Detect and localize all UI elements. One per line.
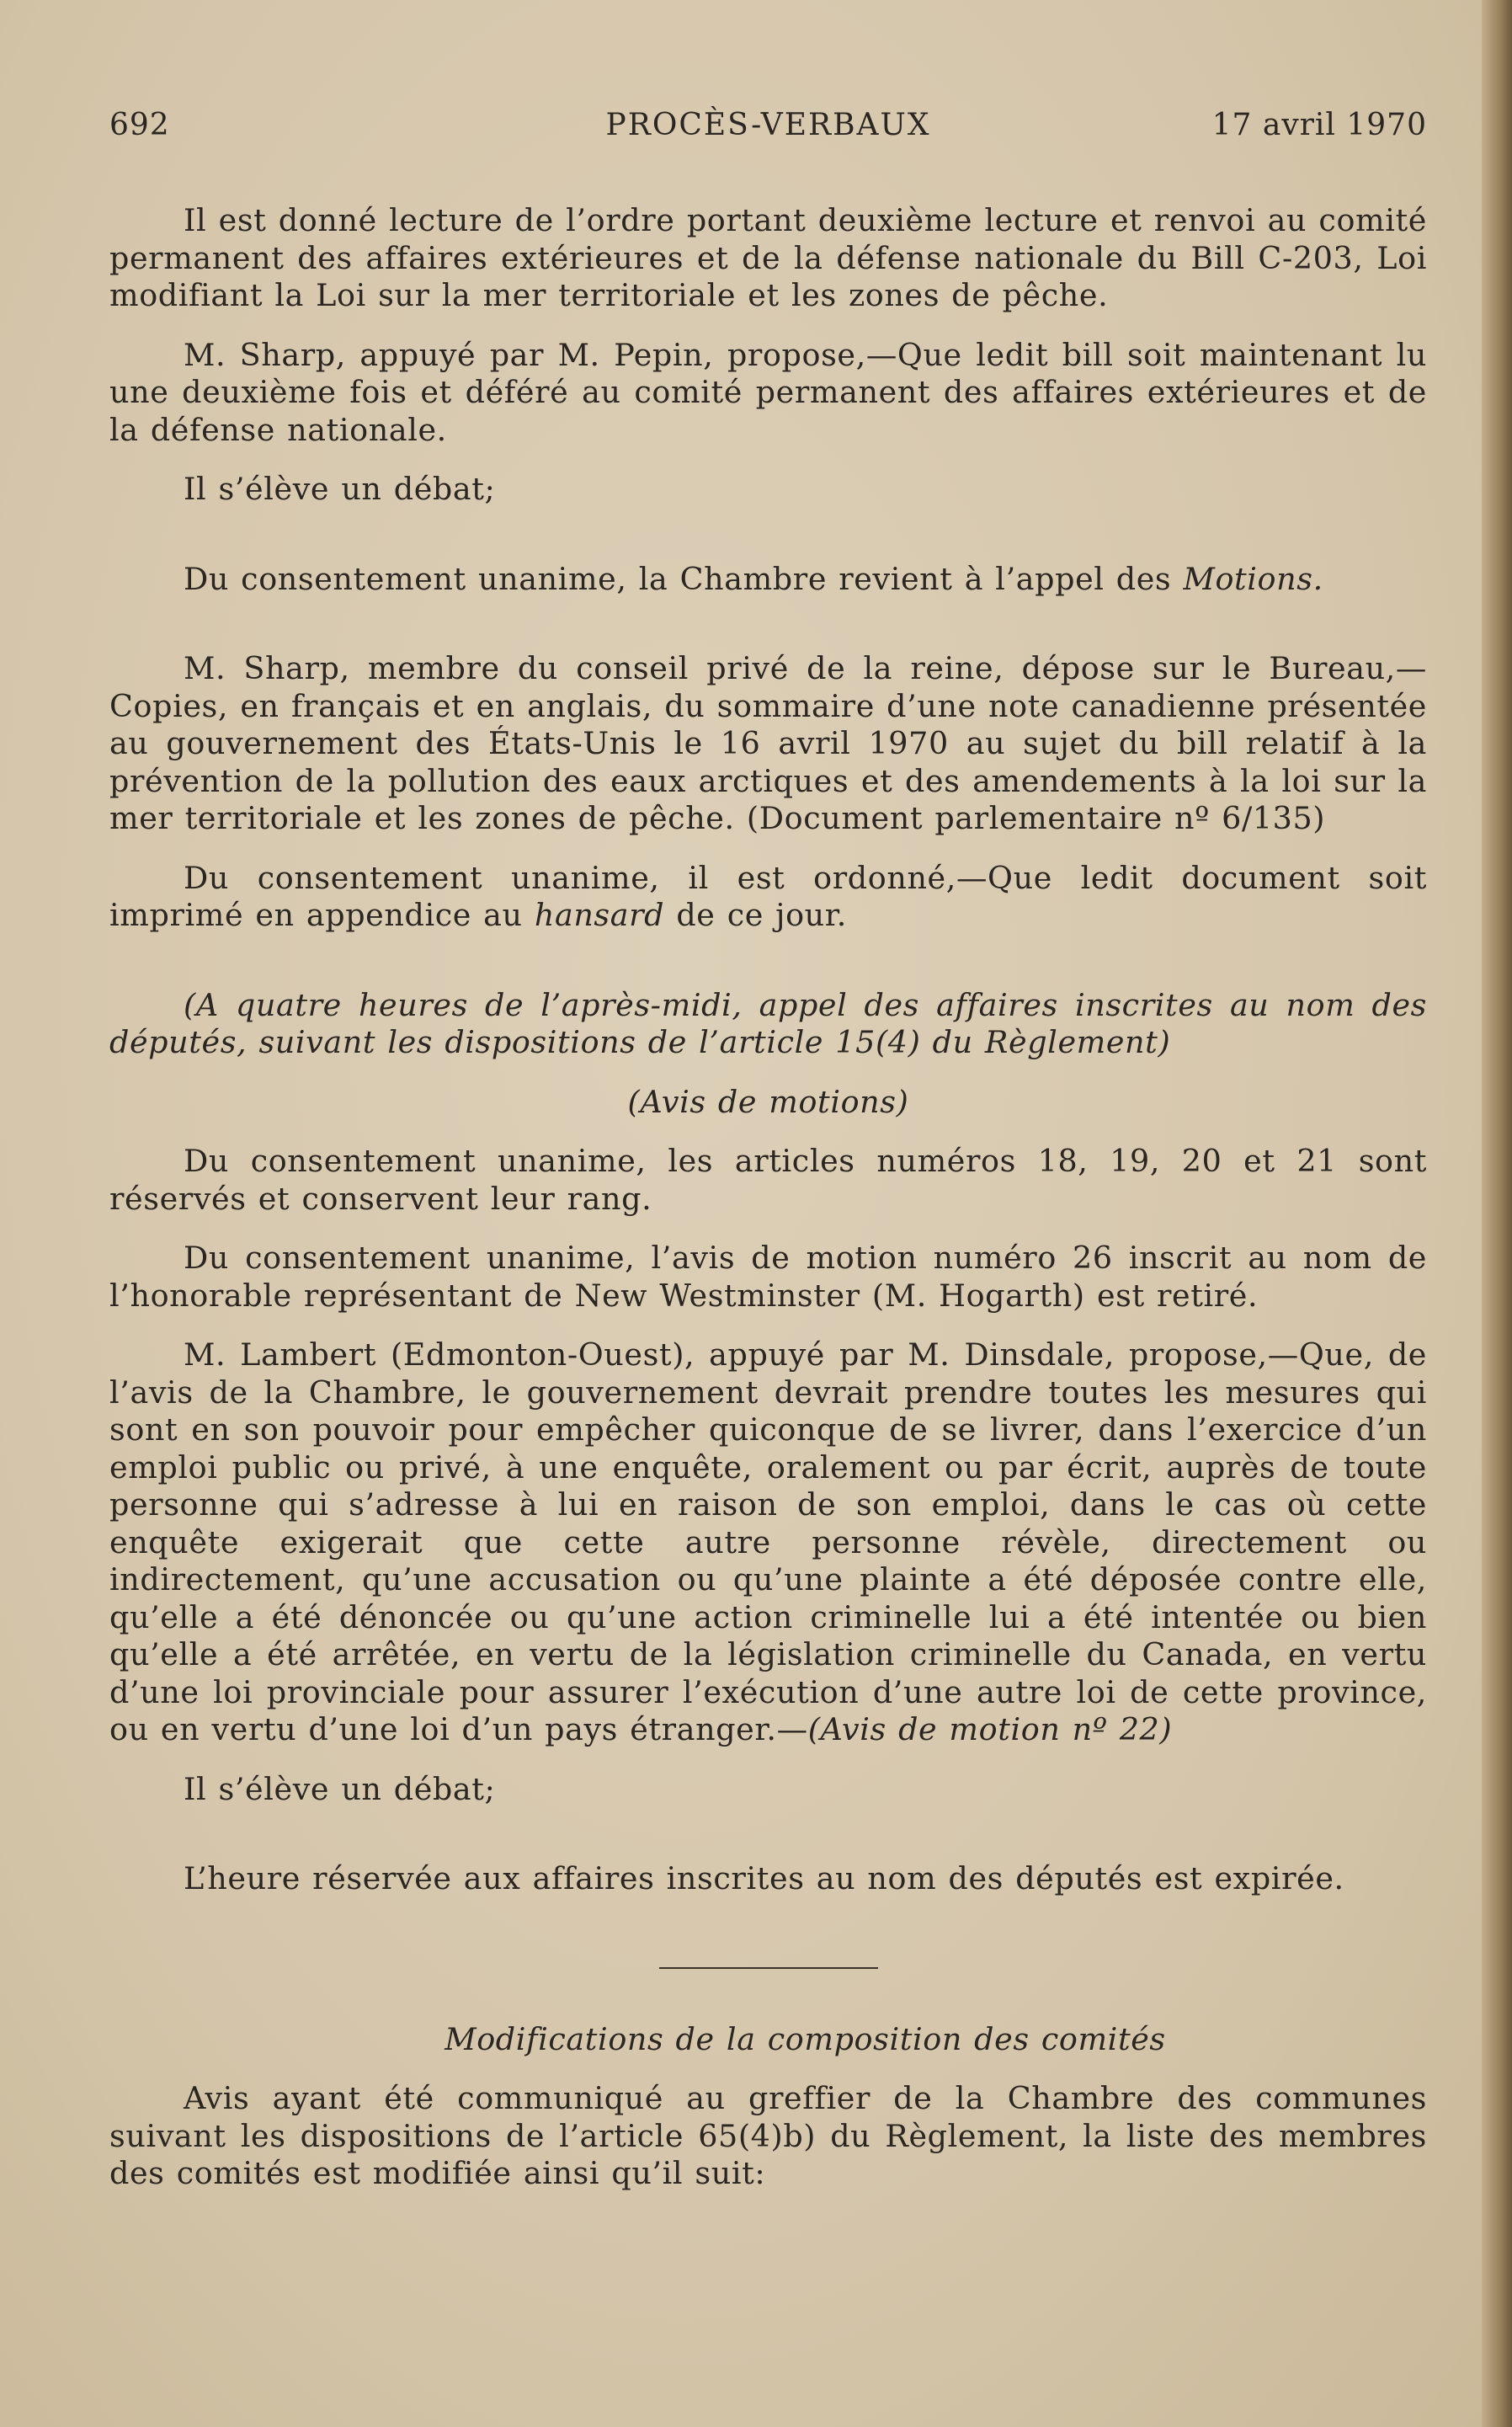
- paragraph-debate-2: Il s’élève un débat;: [184, 1770, 496, 1807]
- section-divider: [659, 1967, 878, 1969]
- paragraph-printed-in-appendix: [109, 860, 1427, 935]
- paragraph-notices-of-motion: [109, 1084, 1427, 1122]
- lambert-motion-italic: (Avis de motion nº 22): [807, 1711, 1173, 1747]
- paragraph-lambert-motion: [109, 1336, 1427, 1749]
- paragraph-motion-withdrawn: Du consentement unanime, l’avis de motion numéro 26 inscrit au nom de l’honorable représentant de New Westminster (M. Hogarth) est retiré.: [109, 1240, 1427, 1314]
- return-to-motions-text: Du consentement unanime, la Chambre revient à l’appel des: [184, 560, 1184, 597]
- page-number: 692: [109, 108, 170, 142]
- page-edge: [1482, 0, 1512, 2427]
- page-header: [109, 108, 1427, 150]
- paragraph-return-to-motions: [109, 561, 1427, 599]
- section-title: Modifications de la composition des comités: [445, 2020, 1166, 2057]
- paragraph-sharp-motion: M. Sharp, appuyé par M. Pepin, propose,—Que ledit bill soit maintenant lu une deuxième fois et déféré au comité permanent des affaires extérieures et de la défense nationale.: [109, 336, 1427, 448]
- return-to-motions-italic: Motions.: [1183, 560, 1323, 597]
- appendix-text: Du consentement unanime, il est ordonné,—Que ledit document soit imprimé en appendice au: [109, 859, 1427, 933]
- appendix-end: de ce jour.: [664, 897, 847, 933]
- lambert-motion-text: M. Lambert (Edmonton-Ouest), appuyé par M. Dinsdale, propose,—Que, de l’avis de la Chambre, le gouvernement devrait prendre toutes les mesures qui sont en son pouvoir pour empêcher quiconque de se livrer, dans l’exercice d’un emploi public ou privé, à une enquête, oralement ou par écrit, auprès de toute personne qui s’adresse à lui en raison de son emploi, dans le cas où cette enquête exigerait que cette autre personne révèle, directement ou indirectement, qu’une accusation ou qu’une plainte a été déposée contre elle, qu’elle a été dénoncée ou qu’une action criminelle lui a été intentée ou bien qu’elle a été arrêtée, en vertu de la législation criminelle du Canada, en vertu d’une loi provinciale pour assurer l’exécution d’une autre loi de cette province, ou en vertu d’une loi d’un pays étranger.—: [109, 1336, 1427, 1747]
- paragraph-items-reserved: Du consentement unanime, les articles numéros 18, 19, 20 et 21 sont réservés et conservent leur rang.: [109, 1143, 1427, 1217]
- paragraph-four-oclock: [109, 987, 1427, 1062]
- paragraph-committee-changes: Avis ayant été communiqué au greffier de la Chambre des communes suivant les dispositions de l’article 65(4)b) du Règlement, la liste des membres des comités est modifiée ainsi qu’il suit:: [109, 2080, 1427, 2191]
- page-title: PROCÈS-VERBAUX: [605, 108, 931, 142]
- paragraph-debate-1: Il s’élève un débat;: [184, 471, 496, 507]
- document-body: [109, 202, 1427, 2215]
- notices-of-motion-italic: (Avis de motions): [627, 1083, 909, 1120]
- four-oclock-italic: (A quatre heures de l’après-midi, appel des affaires inscrites au nom des députés, suivant les dispositions de l’article 15(4) du Règlement): [109, 986, 1427, 1060]
- page-date: 17 avril 1970: [1211, 108, 1427, 142]
- appendix-italic: hansard: [534, 897, 665, 933]
- paragraph-hour-expired: L’heure réservée aux affaires inscrites au nom des députés est expirée.: [184, 1860, 1344, 1896]
- paragraph-second-reading-order: Il est donné lecture de l’ordre portant deuxième lecture et renvoi au comité permanent des affaires extérieures et de la défense nationale du Bill C-203, Loi modifiant la Loi sur la mer territoriale et les zones de pêche.: [109, 202, 1427, 313]
- paragraph-sharp-tables-document: M. Sharp, membre du conseil privé de la reine, dépose sur le Bureau,—Copies, en français et en anglais, du sommaire d’une note canadienne présentée au gouvernement des États-Unis le 16 avril 1970 au sujet du bill relatif à la prévention de la pollution des eaux arctiques et des amendements à la loi sur la mer territoriale et les zones de pêche. (Document parlementaire nº 6/135): [109, 650, 1427, 836]
